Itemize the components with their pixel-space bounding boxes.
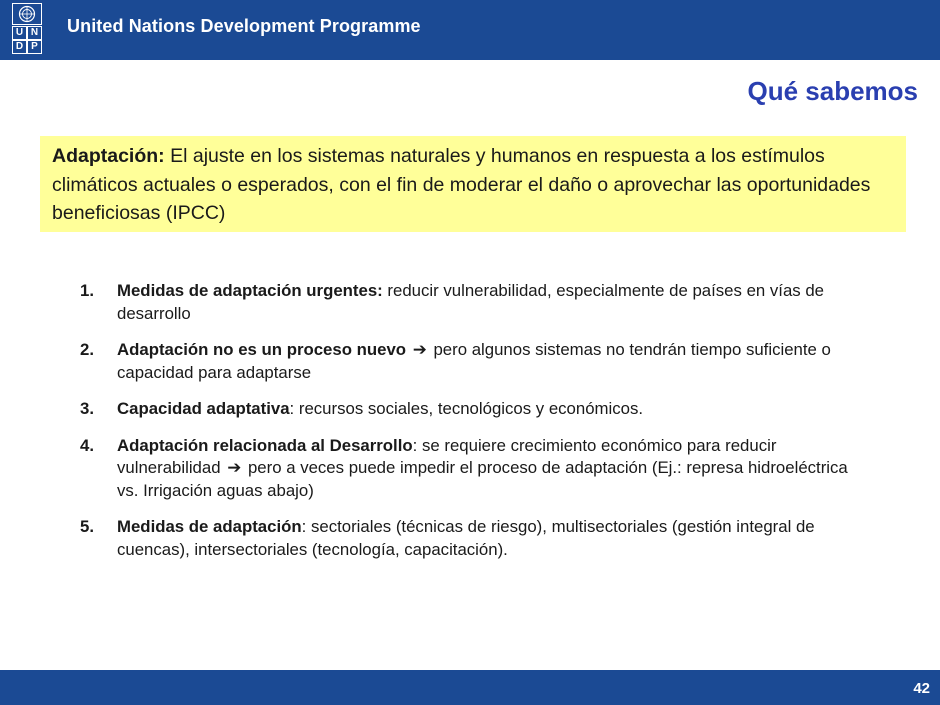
item-number: 1. [80,281,94,300]
item-lead: Adaptación relacionada al Desarrollo [117,435,413,455]
item-body: pero a veces puede impedir el proceso de adaptación (Ej.: represa hidroeléctrica vs. Irrigación aguas abajo) [117,458,848,500]
item-number: 3. [80,399,94,418]
item-lead: Capacidad adaptativa [117,399,290,418]
key-points-list [80,280,860,575]
footer-bar [0,670,940,705]
item-body: : se requiere crecimiento económico para reducir vulnerabilidad [117,435,777,477]
item-text [117,516,860,561]
right-arrow-icon: ➔ [412,340,427,359]
list-item [80,398,860,421]
logo-letter: N [27,26,42,40]
header-bar [0,0,940,60]
item-lead: Medidas de adaptación urgentes: [117,281,383,300]
definition-text: El ajuste en los sistemas naturales y humanos en respuesta a los estímulos climáticos actuales o esperados, con el fin de moderar el daño o aprovechar las oportunidades beneficiosas (IPCC) [52,145,871,224]
definition-term: Adaptación: [52,145,165,167]
item-text [117,339,860,384]
item-text [117,398,860,421]
right-arrow-icon: ➔ [227,458,242,477]
item-lead: Adaptación no es un proceso nuevo [117,340,407,359]
item-body: : sectoriales (técnicas de riesgo), multisectoriales (gestión integral de cuencas), intersectoriales (tecnología, capacitación). [117,517,815,559]
un-emblem-icon [12,3,42,25]
item-text [117,280,860,325]
definition-box [40,136,906,232]
org-name: United Nations Development Programme [67,16,421,36]
item-number: 5. [80,517,94,536]
list-item [80,280,860,325]
item-lead: Medidas de adaptación [117,517,302,536]
page-title: Qué sabemos [747,76,918,106]
item-body: : recursos sociales, tecnológicos y económicos. [289,399,644,418]
logo-letter: D [12,40,27,54]
undp-logo [12,3,44,55]
page-number: 42 [913,680,930,697]
item-body: reducir vulnerabilidad, especialmente de países en vías de desarrollo [117,281,825,323]
item-number: 4. [80,435,94,455]
item-number: 2. [80,340,94,359]
logo-letter: P [27,40,42,54]
list-item [80,516,860,561]
list-item [80,339,860,384]
item-text [117,435,860,503]
logo-letter: U [12,26,27,40]
item-body: pero algunos sistemas no tendrán tiempo suficiente o capacidad para adaptarse [117,340,831,382]
list-item [80,435,860,503]
